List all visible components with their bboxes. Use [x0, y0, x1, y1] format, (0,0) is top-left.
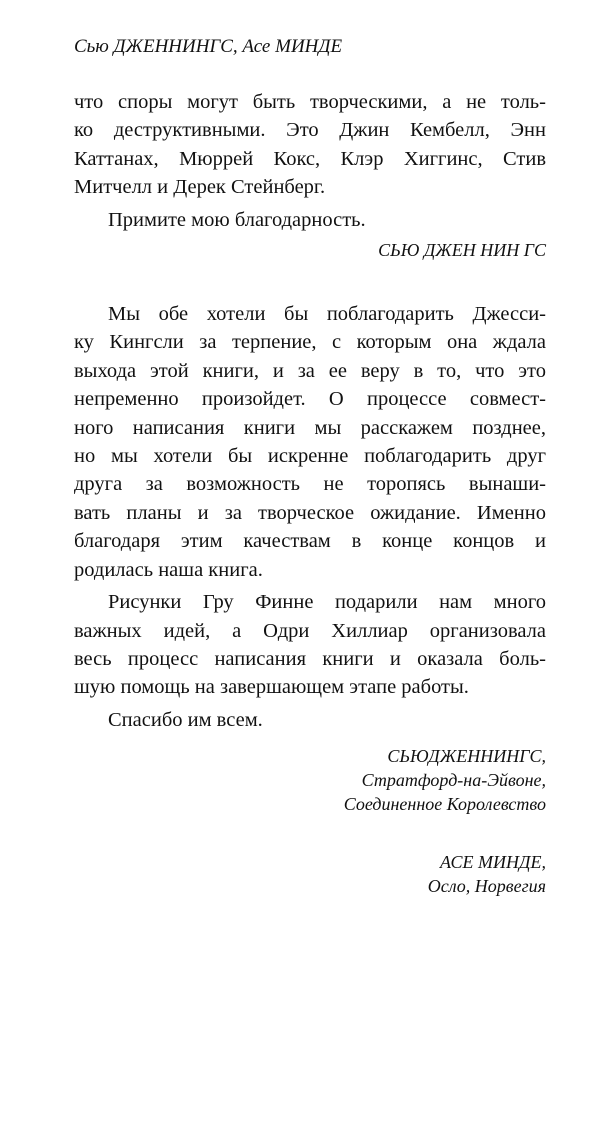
text-line: Митчелл и Дерек Стейнберг. [74, 176, 326, 199]
text-line: родилась наша книга. [74, 558, 263, 581]
signature-name: СЬЮДЖЕННИНГС, [387, 746, 546, 767]
thanks-line: Примите мою благодарность. [108, 208, 366, 231]
text-line: Рисунки Гру Финне подарили нам много [108, 591, 546, 614]
text-line: Каттанах, Мюррей Кокс, Клэр Хиггинс, Стив [74, 147, 546, 170]
signature-city: Стратфорд-на-Эйвоне, [361, 770, 546, 791]
paragraph [74, 300, 546, 584]
acknowledgements-block-2 [74, 300, 546, 734]
text-line: шую помощь на завершающем этапе работы. [74, 676, 469, 699]
text-line: что споры могут быть творческими, а не толь- [74, 91, 546, 113]
text-line: весь процесс написания книги и оказала боль- [74, 647, 546, 670]
running-head: Сью ДЖЕННИНГС, Асе МИНДЕ [74, 36, 343, 57]
text-line: Спасибо им всем. [108, 708, 263, 731]
text-line: ко деструктивными. Это Джин Кембелл, Энн [74, 119, 546, 142]
paragraph [74, 88, 546, 202]
text-line: Мы обе хотели бы поблагодарить Джесси- [108, 303, 546, 326]
text-line: непременно произойдет. О процессе совмест- [74, 388, 546, 411]
text-line: ного написания книги мы расскажем позднее, [74, 416, 546, 439]
page [74, 34, 546, 898]
text-line: но мы хотели бы искренне поблагодарить друг [74, 445, 546, 468]
signature-block-jennings [74, 744, 546, 816]
signature-name: АСЕ МИНДЕ, [440, 852, 546, 873]
signature-country: Соединенное Королевство [343, 794, 546, 815]
signature-jennings: СЬЮ ДЖЕН НИН ГС [378, 240, 546, 261]
text-line: благодаря этим качествам в конце концов и [74, 530, 546, 553]
signature-block-minde [74, 850, 546, 898]
text-line: выхода этой книги, и за ее веру в то, что это [74, 359, 546, 382]
text-line: вать планы и за творческое ожидание. Именно [74, 501, 546, 524]
acknowledgements-block-1 [74, 88, 546, 234]
text-line: важных идей, а Одри Хиллиар организовала [74, 619, 546, 642]
text-line: друга за возможность не торопясь вынаши- [74, 473, 546, 496]
paragraph [74, 706, 546, 734]
text-line: ку Кингсли за терпение, с которым она ждала [74, 331, 546, 354]
signature-city: Осло, Норвегия [427, 876, 546, 897]
paragraph [74, 588, 546, 702]
